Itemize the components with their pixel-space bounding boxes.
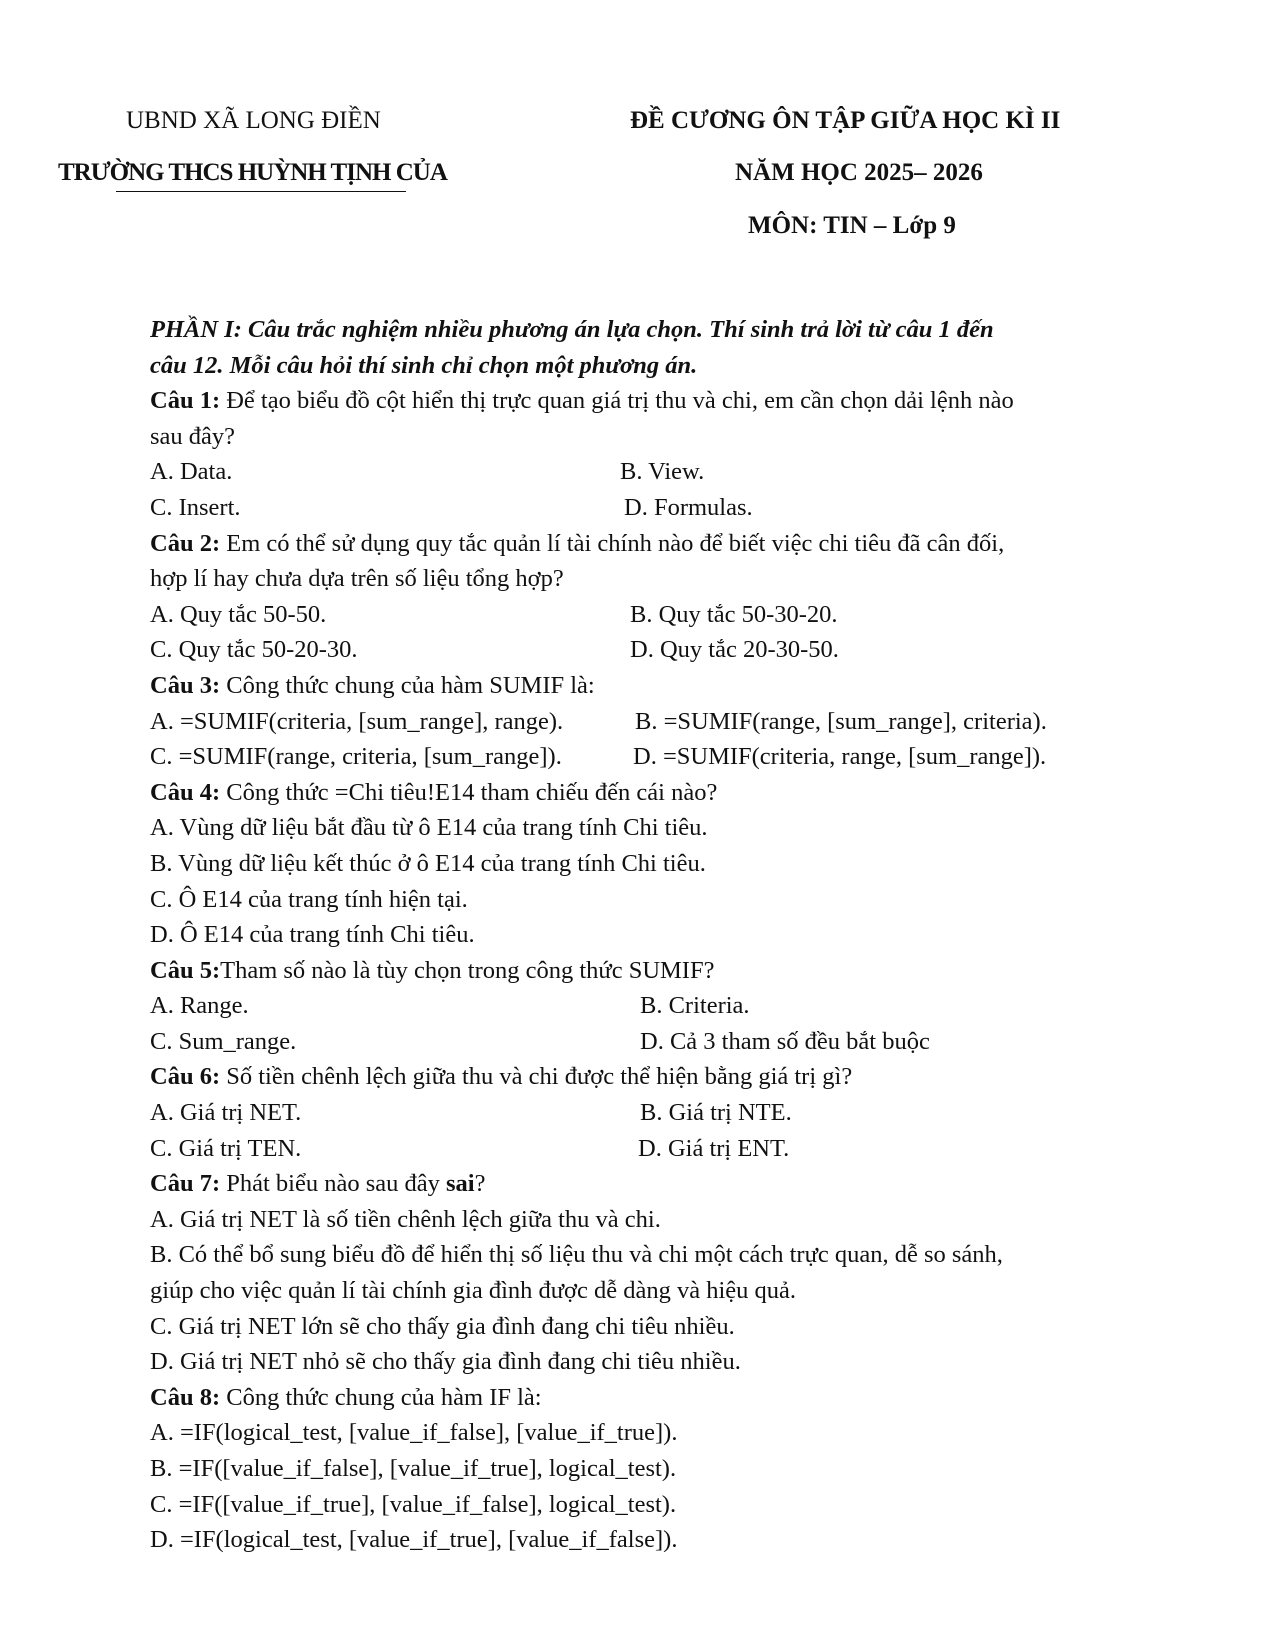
- question-1: [150, 383, 1150, 525]
- option-a: A. Giá trị NET là số tiền chênh lệch giữa thu và chi.: [150, 1205, 661, 1233]
- question-text-cont: hợp lí hay chưa dựa trên số liệu tổng hợp?: [150, 565, 564, 593]
- option-a: A. Data.: [150, 458, 233, 486]
- question-3: [150, 668, 1150, 775]
- school-name: TRƯỜNG THCS HUỲNH TỊNH CỦA: [58, 159, 447, 186]
- question-emphasis: sai: [446, 1170, 475, 1198]
- school-underline: [116, 191, 406, 192]
- option-b: B. Vùng dữ liệu kết thúc ở ô E14 của trang tính Chi tiêu.: [150, 849, 706, 877]
- question-8: [150, 1380, 1150, 1558]
- option-b: B. =SUMIF(range, [sum_range], criteria).: [635, 707, 1047, 735]
- option-b: B. Có thể bổ sung biểu đồ để hiển thị số liệu thu và chi một cách trực quan, dễ so sánh,: [150, 1241, 1003, 1269]
- option-a: A. =IF(logical_test, [value_if_false], [value_if_true]).: [150, 1419, 678, 1447]
- question-label: Câu 4:: [150, 778, 221, 806]
- question-text-end: ?: [474, 1170, 486, 1198]
- question-6: [150, 1059, 1150, 1166]
- option-d: D. =SUMIF(criteria, range, [sum_range]).: [633, 743, 1047, 771]
- option-d: D. Ô E14 của trang tính Chi tiêu.: [150, 921, 475, 949]
- question-7: [150, 1166, 1150, 1380]
- option-b: B. Giá trị NTE.: [640, 1099, 792, 1127]
- exam-content: [150, 312, 1150, 1558]
- question-text: Phát biểu nào sau đây: [220, 1170, 447, 1198]
- question-text: Số tiền chênh lệch giữa thu và chi được thể hiện bằng giá trị gì?: [220, 1063, 853, 1091]
- question-label: Câu 5:: [150, 956, 221, 984]
- option-c: C. =IF([value_if_true], [value_if_false], logical_test).: [150, 1490, 677, 1518]
- district-name: UBND XÃ LONG ĐIỀN: [126, 107, 381, 134]
- question-label: Câu 6:: [150, 1063, 221, 1091]
- option-a: A. =SUMIF(criteria, [sum_range], range).: [150, 707, 564, 735]
- option-d: D. Quy tắc 20-30-50.: [630, 636, 839, 664]
- question-label: Câu 7:: [150, 1170, 221, 1198]
- school-year: NĂM HỌC 2025– 2026: [735, 159, 983, 186]
- question-5: [150, 953, 1150, 1060]
- option-b: B. =IF([value_if_false], [value_if_true], logical_test).: [150, 1455, 677, 1482]
- question-label: Câu 2:: [150, 529, 221, 557]
- question-4: [150, 775, 1150, 953]
- subject-grade: MÔN: TIN – Lớp 9: [748, 212, 956, 239]
- option-a: A. Range.: [150, 992, 249, 1020]
- option-d: D. Cả 3 tham số đều bắt buộc: [640, 1027, 930, 1055]
- question-text: Em có thể sử dụng quy tắc quản lí tài chính nào để biết việc chi tiêu đã cân đối,: [220, 529, 1005, 557]
- document-title: ĐỀ CƯƠNG ÔN TẬP GIỮA HỌC KÌ II: [630, 107, 1061, 134]
- option-c: C. Sum_range.: [150, 1027, 297, 1055]
- question-2: [150, 526, 1150, 668]
- option-d: D. Giá trị NET nhỏ sẽ cho thấy gia đình đang chi tiêu nhiều.: [150, 1348, 741, 1376]
- option-d: D. Formulas.: [624, 493, 753, 521]
- option-b: B. Quy tắc 50-30-20.: [630, 600, 838, 628]
- option-a: A. Giá trị NET.: [150, 1099, 302, 1127]
- option-c: C. Giá trị TEN.: [150, 1134, 302, 1162]
- question-text-cont: sau đây?: [150, 422, 236, 450]
- option-c: C. Insert.: [150, 493, 241, 521]
- option-d: D. Giá trị ENT.: [638, 1134, 790, 1162]
- question-label: Câu 1:: [150, 387, 221, 415]
- option-a: A. Vùng dữ liệu bắt đầu từ ô E14 của trang tính Chi tiêu.: [150, 814, 708, 842]
- question-label: Câu 8:: [150, 1383, 221, 1411]
- option-c: C. Quy tắc 50-20-30.: [150, 636, 358, 664]
- option-b: B. View.: [620, 458, 705, 486]
- option-c: C. Giá trị NET lớn sẽ cho thấy gia đình đang chi tiêu nhiều.: [150, 1312, 735, 1340]
- option-b-cont: giúp cho việc quản lí tài chính gia đình được dễ dàng và hiệu quả.: [150, 1277, 797, 1305]
- part-1-instructions: [150, 312, 1150, 383]
- question-text: Tham số nào là tùy chọn trong công thức SUMIF?: [220, 956, 715, 984]
- option-c: C. =SUMIF(range, criteria, [sum_range]).: [150, 743, 562, 771]
- option-d: D. =IF(logical_test, [value_if_true], [value_if_false]).: [150, 1526, 678, 1554]
- question-text: Công thức chung của hàm SUMIF là:: [220, 671, 595, 699]
- part-1-line-1: PHẦN I: Câu trắc nghiệm nhiều phương án lựa chọn. Thí sinh trả lời từ câu 1 đến: [150, 316, 994, 343]
- question-text: Để tạo biểu đồ cột hiển thị trực quan giá trị thu và chi, em cần chọn dải lệnh nào: [220, 387, 1014, 415]
- option-c: C. Ô E14 của trang tính hiện tại.: [150, 885, 468, 913]
- question-text: Công thức =Chi tiêu!E14 tham chiếu đến cái nào?: [220, 778, 718, 806]
- option-a: A. Quy tắc 50-50.: [150, 600, 327, 628]
- question-label: Câu 3:: [150, 671, 221, 699]
- part-1-line-2: câu 12. Mỗi câu hỏi thí sinh chỉ chọn một phương án.: [150, 351, 698, 379]
- option-b: B. Criteria.: [640, 992, 750, 1020]
- question-text: Công thức chung của hàm IF là:: [220, 1383, 542, 1411]
